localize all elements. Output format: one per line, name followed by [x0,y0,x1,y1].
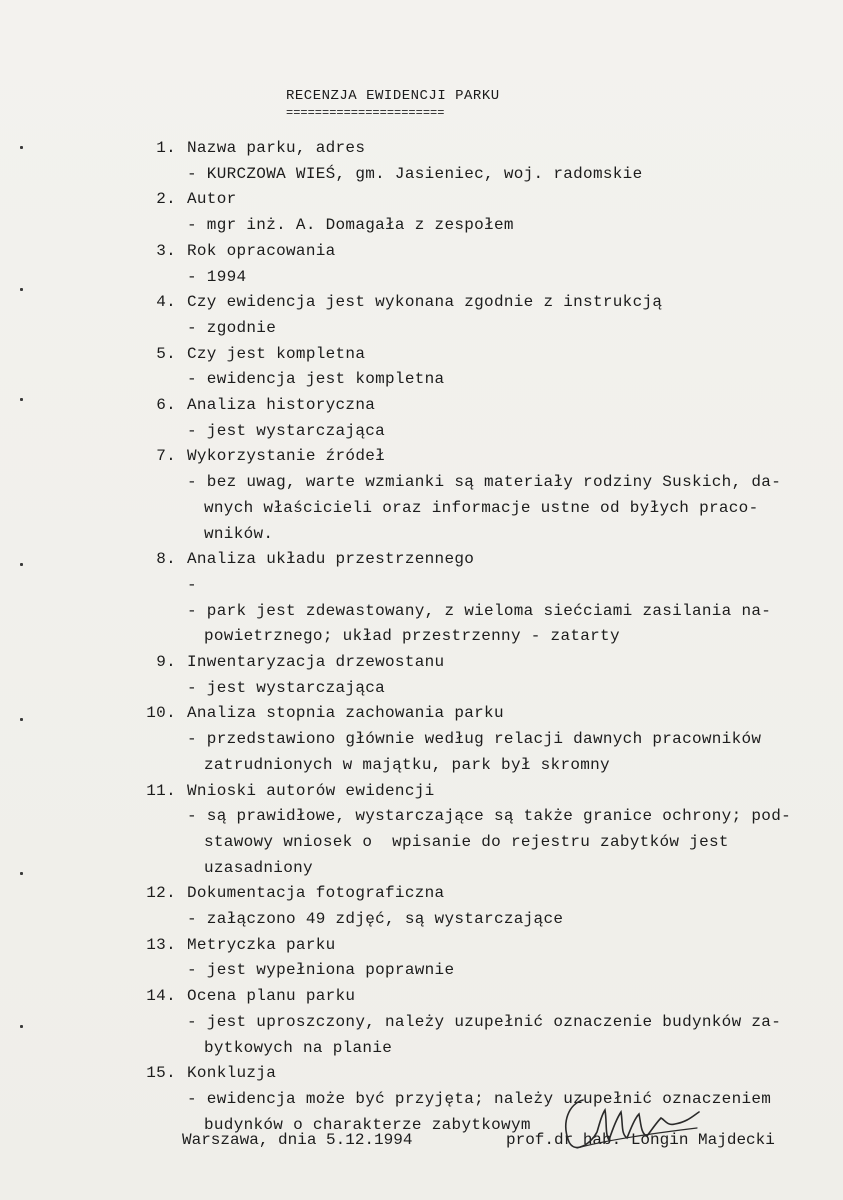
item-heading: Metryczka parku [187,935,336,954]
item-body-line: - jest uproszczony, należy uzupełnić oznaczenie budynków za- [187,1012,782,1031]
item-body-line: - KURCZOWA WIEŚ, gm. Jasieniec, woj. radomskie [187,164,643,183]
item-body-line: zatrudnionych w majątku, park był skromny [204,755,610,774]
item-heading: Konkluzja [187,1064,277,1083]
item-body-line: - załączono 49 zdjęć, są wystarczające [187,910,564,928]
item-body-line: - jest wystarczająca [187,678,386,697]
item-body-line: - zgodnie [187,318,277,337]
margin-mark [20,563,23,566]
item-body-line: - jest wypełniona poprawnie [187,961,455,980]
item-heading: Autor [187,190,237,209]
item-number: 6. [156,396,176,414]
item-body-line: - bez uwag, warte wzmianki są materiały rodziny Suskich, da- [187,473,782,492]
item-body-line: wników. [204,524,274,543]
item-number: 4. [156,293,176,312]
item-heading: Analiza stopnia zachowania parku [187,704,504,723]
item-body-line: uzasadniony [204,858,313,877]
margin-mark [20,288,23,291]
item-number: 8. [156,550,176,569]
item-body-line: - są prawidłowe, wystarczające są także granice ochrony; pod- [187,807,791,826]
signer-name: prof.dr hab. Longin Majdecki [506,1131,775,1149]
item-number: 15. [146,1064,176,1083]
item-body-line: - przedstawiono głównie według relacji dawnych pracowników [187,730,762,749]
item-number: 5. [156,344,176,363]
handwritten-signature [547,1082,717,1162]
item-heading: Analiza historyczna [187,396,376,414]
item-body-line: - park jest zdewastowany, z wieloma siećciami zasilania na- [187,601,772,620]
place-date: Warszawa, dnia 5.12.1994 [182,1131,413,1149]
margin-mark [20,398,23,401]
item-body-line: - [187,575,197,594]
margin-mark [20,146,23,149]
item-heading: Ocena planu parku [187,987,356,1006]
item-number: 2. [156,190,176,209]
item-heading: Dokumentacja fotograficzna [187,884,445,903]
item-body-line: bytkowych na planie [204,1038,393,1057]
margin-mark [20,1025,23,1028]
item-heading: Czy jest kompletna [187,344,366,363]
document-title: RECENZJA EWIDENCJI PARKU [286,88,500,104]
margin-mark [20,718,23,721]
item-number: 9. [156,653,176,671]
item-body-line: - mgr inż. A. Domagała z zespołem [187,216,514,235]
item-number: 13. [146,935,176,954]
item-body-line: budynków o charakterze zabytkowym [204,1115,531,1134]
item-number: 14. [146,987,176,1006]
item-heading: Wnioski autorów ewidencji [187,781,435,800]
item-body-line: powietrznego; układ przestrzenny - zatarty [204,627,620,646]
item-heading: Rok opracowania [187,241,336,260]
margin-mark [20,872,23,875]
item-body-line: - ewidencja jest kompletna [187,370,445,389]
item-number: 10. [146,704,176,723]
item-body-line: wnych właścicieli oraz informacje ustne od byłych praco- [204,498,759,517]
item-number: 7. [156,447,176,466]
item-heading: Wykorzystanie źródeł [187,447,386,466]
item-number: 3. [156,241,176,260]
item-number: 11. [146,781,176,800]
item-body-line: - jest wystarczająca [187,421,386,440]
item-heading: Czy ewidencja jest wykonana zgodnie z instrukcją [187,293,663,312]
item-number: 1. [156,139,176,157]
item-heading: Nazwa parku, adres [187,139,366,157]
title-underline: ====================== [286,106,445,120]
item-body-line: - ewidencja może być przyjęta; należy uzupełnić oznaczeniem [187,1089,772,1108]
item-body-line: - 1994 [187,267,247,286]
item-body-line: stawowy wniosek o wpisanie do rejestru zabytków jest [204,832,729,851]
item-heading: Inwentaryzacja drzewostanu [187,653,445,671]
item-heading: Analiza układu przestrzennego [187,550,475,569]
item-number: 12. [146,884,176,903]
